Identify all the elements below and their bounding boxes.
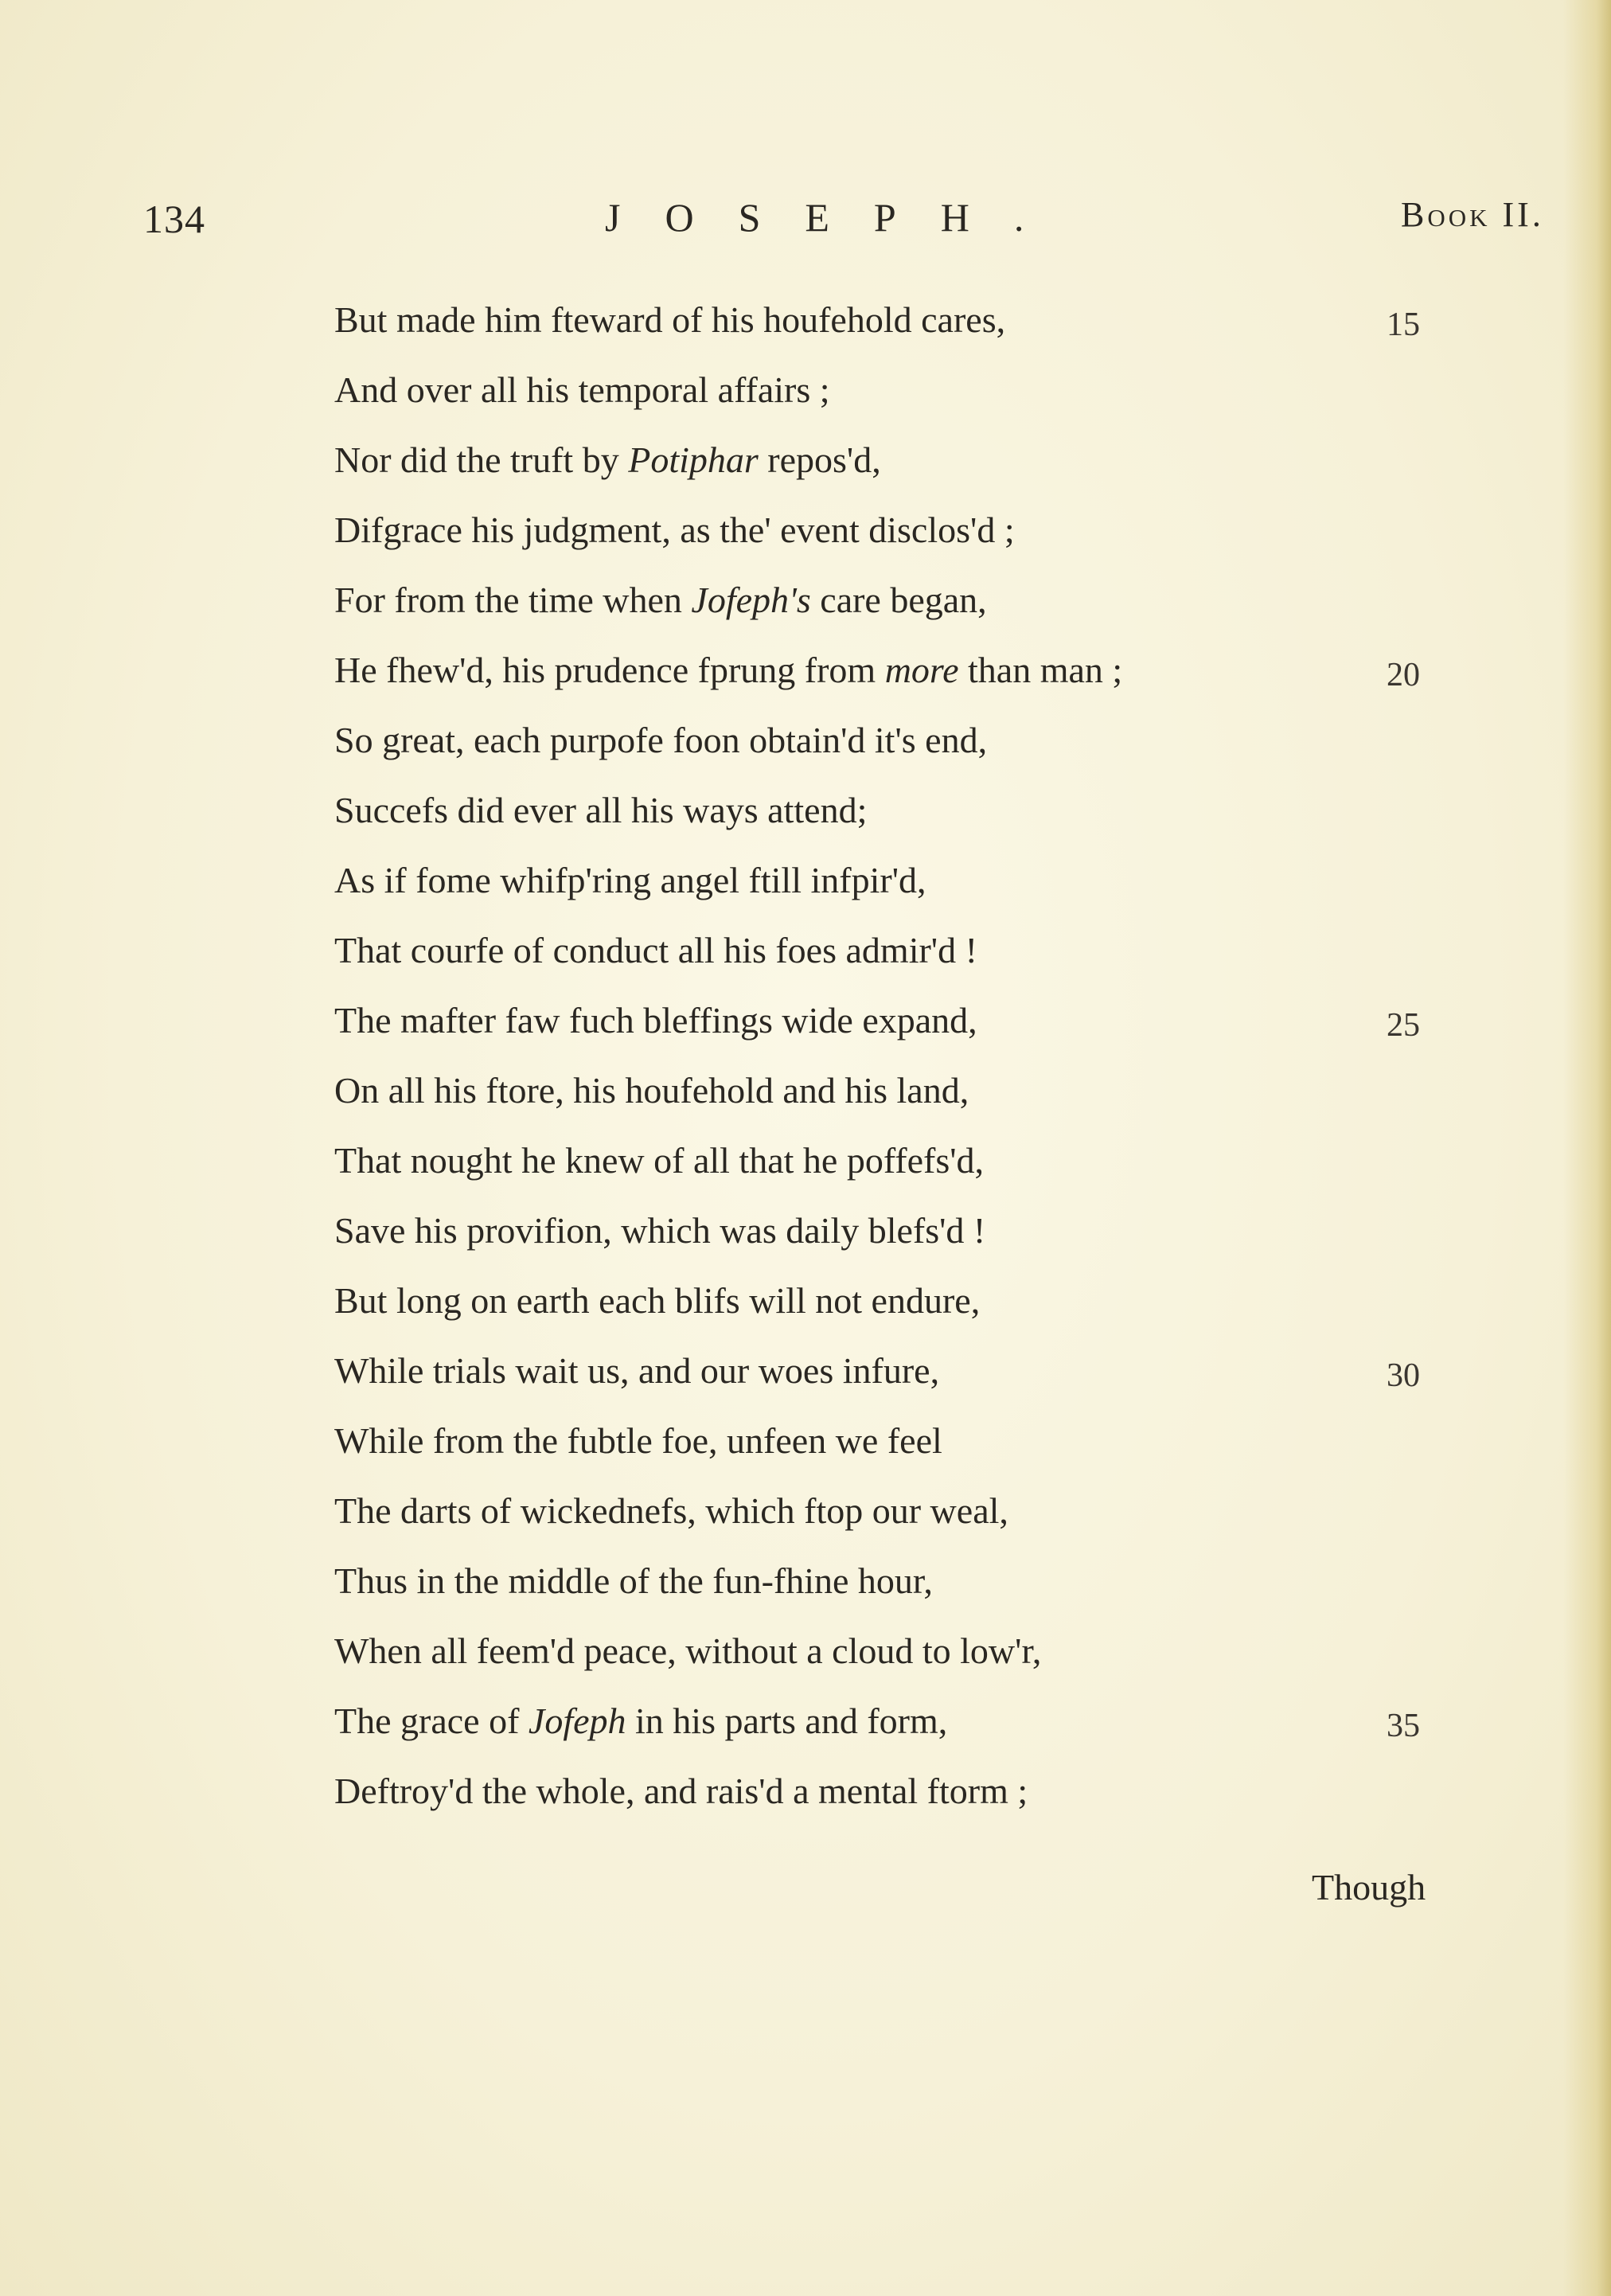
poem-line — [334, 296, 1576, 366]
line-segment: But long on earth each blifs will not endure, — [334, 1280, 981, 1321]
poem-line-text — [334, 1207, 985, 1255]
poem-line-text — [334, 436, 881, 484]
poem-body — [334, 296, 1576, 1837]
italic-name: Potiphar — [628, 439, 759, 480]
poem-line-text — [334, 646, 1122, 694]
running-title: JOSEPH. — [605, 195, 1069, 240]
poem-line-text — [334, 1557, 933, 1605]
poem-line-text — [334, 1417, 942, 1465]
line-number: 15 — [1387, 307, 1420, 343]
poem-line — [334, 366, 1576, 436]
catchword: Though — [1312, 1867, 1426, 1907]
poem-line — [334, 787, 1576, 857]
line-number: 30 — [1387, 1357, 1420, 1394]
line-segment: Save his provifion, which was daily blefs'd ! — [334, 1210, 986, 1251]
line-segment: Succefs did ever all his ways attend; — [334, 790, 868, 830]
line-segment: Thus in the middle of the fun-fhine hour, — [334, 1560, 933, 1601]
poem-line — [334, 436, 1576, 506]
poem-line-text — [334, 1487, 1008, 1535]
poem-line-text — [334, 1067, 969, 1115]
line-segment: But made him fteward of his houfehold cares, — [334, 299, 1006, 340]
line-number: 20 — [1387, 657, 1420, 693]
line-segment: And over all his temporal affairs ; — [334, 369, 830, 410]
page-header — [0, 189, 1611, 253]
poem-line-text — [334, 506, 1015, 554]
poem-line — [334, 1137, 1576, 1207]
line-segment: That nought he knew of all that he poffefs'd, — [334, 1140, 985, 1181]
poem-line-text — [334, 576, 987, 624]
line-segment: As if fome whifp'ring angel ftill infpir'd, — [334, 860, 926, 900]
poem-line-text — [334, 296, 1005, 344]
poem-line — [334, 857, 1576, 927]
poem-line — [334, 1277, 1576, 1347]
poem-line-text — [334, 927, 977, 974]
poem-line — [334, 1627, 1576, 1697]
line-segment: Deftroy'd the whole, and rais'd a mental ftorm ; — [334, 1771, 1028, 1811]
line-segment: When all feem'd peace, without a cloud to low'r, — [334, 1630, 1042, 1671]
italic-name: more — [884, 650, 959, 690]
line-segment: The mafter faw fuch bleffings wide expand, — [334, 1000, 977, 1041]
line-segment: That courfe of conduct all his foes admir'd ! — [334, 930, 977, 970]
poem-line-text — [334, 366, 830, 414]
line-segment: than man ; — [958, 650, 1123, 690]
line-segment: The darts of wickednefs, which ftop our weal, — [334, 1490, 1008, 1531]
poem-line-text — [334, 857, 926, 904]
book-label: Book II. — [1401, 195, 1544, 234]
line-segment: Difgrace his judgment, as the' event disclos'd ; — [334, 510, 1015, 550]
line-number: 35 — [1387, 1708, 1420, 1744]
poem-line-text — [334, 1697, 947, 1745]
poem-line-text — [334, 787, 867, 834]
poem-line — [334, 927, 1576, 997]
poem-line — [334, 1767, 1576, 1837]
line-segment: Nor did the truft by — [334, 439, 629, 480]
line-segment: While trials wait us, and our woes infure, — [334, 1350, 940, 1391]
poem-line — [334, 997, 1576, 1067]
poem-line-text — [334, 1347, 939, 1395]
poem-line — [334, 1487, 1576, 1557]
line-segment: in his parts and form, — [626, 1701, 948, 1741]
poem-line — [334, 1417, 1576, 1487]
poem-line-text — [334, 1137, 984, 1185]
poem-line — [334, 506, 1576, 576]
poem-line-text — [334, 1767, 1028, 1815]
line-segment: care began, — [810, 580, 987, 620]
poem-line — [334, 717, 1576, 787]
poem-line-text — [334, 1627, 1041, 1675]
italic-name: Jofeph — [528, 1701, 626, 1741]
poem-line — [334, 1207, 1576, 1277]
italic-name: Jofeph's — [691, 580, 811, 620]
line-segment: So great, each purpofe foon obtain'd it's end, — [334, 720, 988, 760]
page-number: 134 — [143, 197, 205, 241]
line-segment: The grace of — [334, 1701, 529, 1741]
line-segment: He fhew'd, his prudence fprung from — [334, 650, 885, 690]
poem-line — [334, 576, 1576, 646]
line-segment: While from the fubtle foe, unfeen we feel — [334, 1420, 942, 1461]
poem-line — [334, 646, 1576, 717]
poem-line — [334, 1067, 1576, 1137]
poem-line — [334, 1557, 1576, 1627]
poem-line — [334, 1347, 1576, 1417]
line-segment: On all his ftore, his houfehold and his land, — [334, 1070, 969, 1111]
line-segment: For from the time when — [334, 580, 692, 620]
line-segment: repos'd, — [758, 439, 881, 480]
line-number: 25 — [1387, 1007, 1420, 1044]
poem-line-text — [334, 1277, 980, 1325]
poem-line — [334, 1697, 1576, 1767]
poem-line-text — [334, 717, 987, 764]
poem-line-text — [334, 997, 977, 1045]
